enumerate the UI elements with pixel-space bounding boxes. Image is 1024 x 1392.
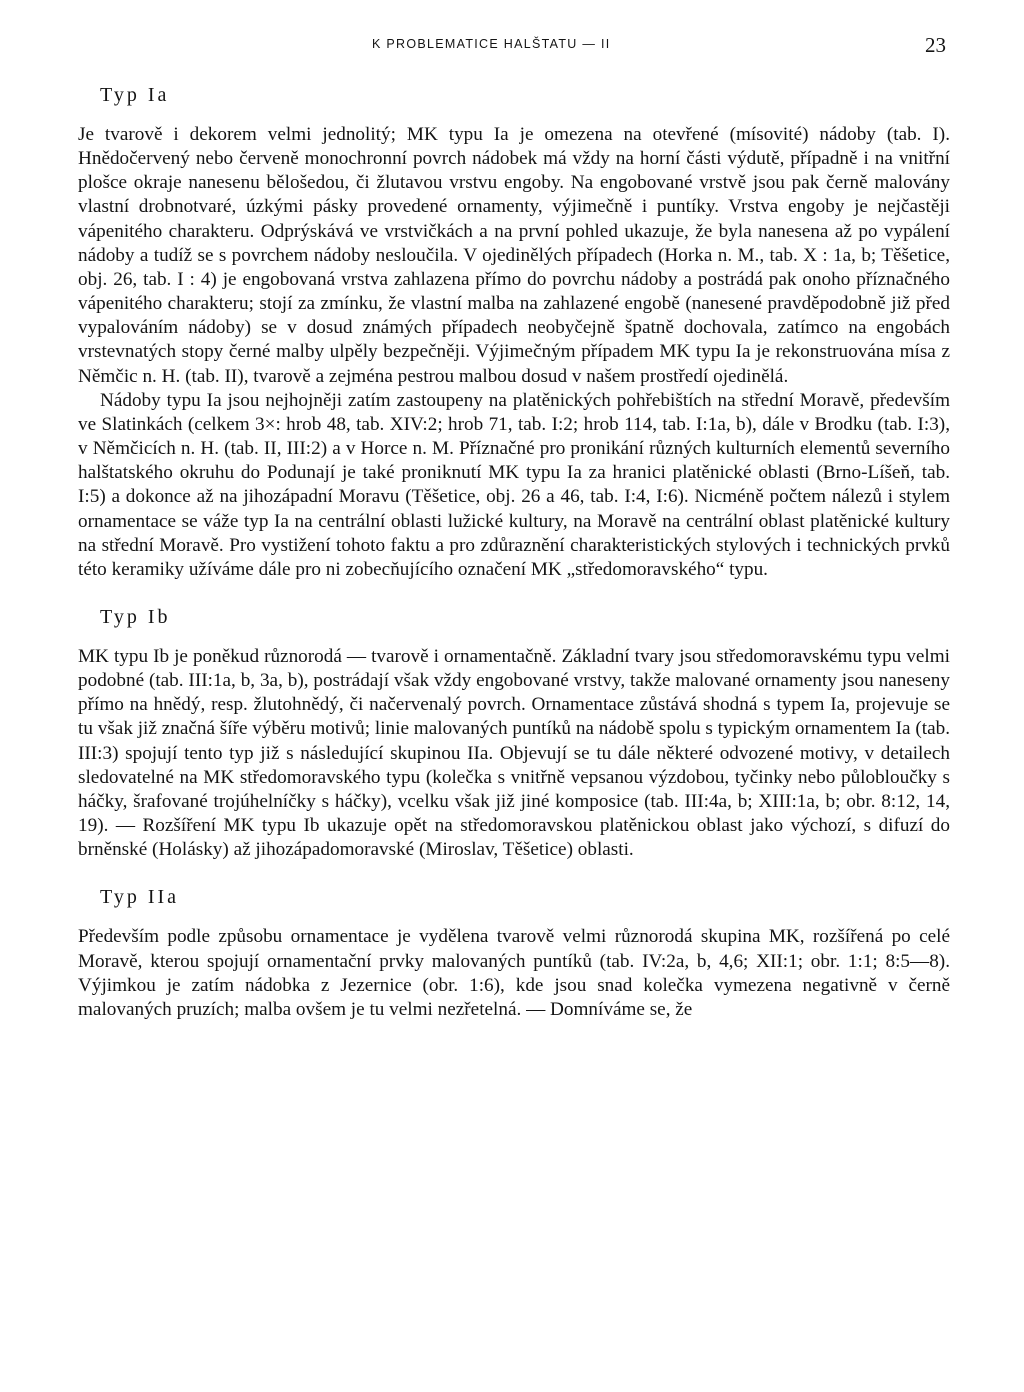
section-heading: Typ IIa <box>100 886 180 909</box>
paragraph: Především podle způsobu ornamentace je vydělena tvarově velmi různorodá skupina MK, rozšířená po celé Moravě, kterou spojují ornamentační prvky malovaných puntíků (tab. IV:2a, b, 4,6; XII:1; obr. 1:1; 8:5—8). Výjimkou je zatím nádobka z Jezernice (obr. 1:6), kde jsou snad kolečka vymezena negativně v černě malovaných pruzích; malba ovšem je tu velmi nezřetelná. — Domníváme se, že <box>78 926 950 1020</box>
running-title: K PROBLEMATICE HALŠTATU — II <box>372 37 611 51</box>
section-heading: Typ Ia <box>100 84 170 106</box>
main-text <box>78 84 950 1046</box>
section-heading: Typ Ib <box>100 605 171 628</box>
running-head <box>0 33 1024 57</box>
paragraph: Je tvarově i dekorem velmi jednolitý; MK typu Ia je omezena na otevřené (mísovité) nádoby (tab. I). Hnědočervený nebo červeně monochronní povrch nádobek má vždy na horní části výdutě, případně i na vnitřní plošce okraje nanesenu bělošedou, či žlutavou vrstvu engoby. Na engobované vrstvě jsou pak černě malovány vlastní drobnotvaré, úzkými pásky provedené ornamenty, výjimečně i puntíky. Vrstva engoby je nejčastěji vápenitého charakteru. Odprýskává ve vrstvičkách a na první pohled ukazuje, že byla nanesena až po vypálení nádoby a tudíž se s povrchem nádoby nesloučila. V ojedinělých případech (Horka n. M., tab. X : 1a, b; Těšetice, obj. 26, tab. I : 4) je engobovaná vrstva zahlazena přímo do povrchu nádoby a postrádá pak onoho příznačného vápenitého charakteru; stojí za zmínku, že vlastní malba na zahlazené engobě (nanesené pravděpodobně již před vypalováním nádoby) se v dosud známých případech neobyčejně špatně dochovala, zatímco na engobách vrstevnatých stopy černé malby ulpěly bezpečněji. Výjimečným případem MK typu Ia je rekonstruována mísa z Němčic n. H. (tab. II), tvarově a zejména pestrou malbou dosud v našem prostředí ojedinělá. <box>78 124 950 387</box>
paragraph: Nádoby typu Ia jsou nejhojněji zatím zastoupeny na platěnických pohřebištích na střední Moravě, především ve Slatinkách (celkem 3×: hrob 48, tab. XIV:2; hrob 71, tab. I:2; hrob 114, tab. I:1a, b), dále v Brodku (tab. I:3), v Němčicích n. H. (tab. II, III:2) a v Horce n. M. Příznačné pro pronikání různých kulturních elementů severního halštatského okruhu do Podunají je také proniknutí MK typu Ia za hranici platěnické oblasti (Brno-Líšeň, tab. I:5) a dokonce až na jihozápadní Moravu (Těšetice, obj. 26 a 46, tab. I:4, I:6). Nicméně počtem nálezů i stylem ornamentace se váže typ Ia na centrální oblasti lužické kultury, na Moravě na centrální oblast platěnické kultury na střední Moravě. Pro vystižení tohoto faktu a pro zdůraznění charakteristických stylových i technických prvků této keramiky užíváme dále pro ni zobecňujícího označení MK „středomoravského“ typu. <box>78 389 950 580</box>
section-typ-iia <box>78 886 950 1022</box>
section-typ-ia <box>78 84 950 582</box>
paragraph: MK typu Ib je poněkud různorodá — tvarově i ornamentačně. Základní tvary jsou středomoravskému typu velmi podobné (tab. III:1a, b, 3a, b), postrádají však vždy engobované vrstvy, takže malované ornamenty jsou naneseny přímo na hnědý, resp. žlutohnědý, či načervenalý povrch. Ornamentace zůstává shodná s typem Ia, projevuje se tu však již značná šíře výběru motivů; linie malovaných puntíků na nádobě spolu s typickým ornamentem Ia (tab. III:3) spojují tento typ již s následující skupinou IIa. Objevují se tu dále některé odvozené motivy, v detailech sledovatelné na MK středomoravského typu (kolečka s vnitřně vepsanou výzdobou, tyčinky nebo půlobloučky s háčky, šrafované trojúhelníčky s háčky), vcelku však již jiné komposice (tab. III:4a, b; XIII:1a, b; obr. 8:12, 14, 19). — Rozšíření MK typu Ib ukazuje opět na středomoravskou platěnickou oblast jako výchozí, s difuzí do brněnské (Holásky) až jihozápadomoravské (Miroslav, Těšetice) oblasti. <box>78 645 950 861</box>
page-number: 23 <box>925 33 946 57</box>
section-typ-ib <box>78 606 950 862</box>
